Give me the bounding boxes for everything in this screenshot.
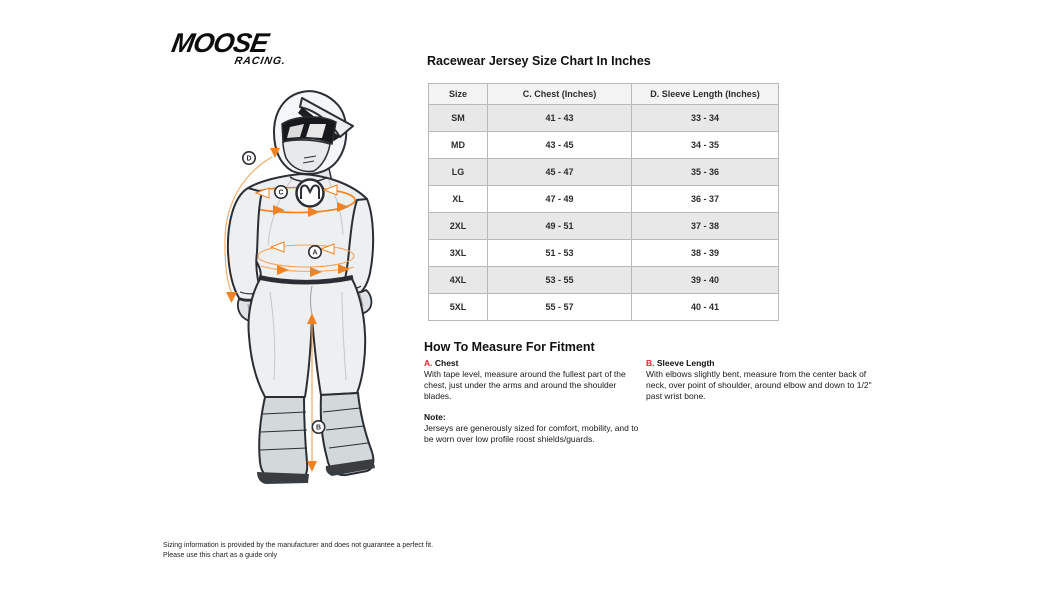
sleeve-arrow-end [226,292,237,303]
marker-d [243,152,255,164]
rider-pants [248,279,365,397]
table-row [429,105,779,132]
marker-c-letter: C [278,189,284,197]
how-to-measure-heading: How To Measure For Fitment [424,340,595,354]
table-row [429,132,779,159]
section-label: Sleeve Length [656,358,715,368]
cell-chest: 51 - 53 [488,240,632,267]
cell-sleeve: 33 - 34 [632,105,779,132]
table-row [429,213,779,240]
marker-a-letter: A [312,249,318,257]
marker-d-letter: D [246,155,252,163]
section-letter: A. [424,358,433,368]
disclaimer-line-2: Please use this chart as a guide only [163,551,278,559]
section-title [646,358,874,368]
cell-size: SM [429,105,488,132]
cell-size: MD [429,132,488,159]
section-body: With tape level, measure around the fullest part of the chest, just under the arms and around the shoulder blades. [424,369,626,401]
cell-sleeve: 35 - 36 [632,159,779,186]
left-boot-sole [257,472,309,484]
brand-logo-moose: MOOSE [169,28,271,58]
table-row [429,267,779,294]
fitment-section-sleeve [646,358,874,402]
table-row [429,294,779,321]
marker-c [275,186,287,198]
disclaimer [163,541,433,560]
cell-chest: 47 - 49 [488,186,632,213]
col-header-chest: C. Chest (Inches) [488,84,632,105]
col-header-sleeve: D. Sleeve Length (Inches) [632,84,779,105]
inseam-arrow-down [307,461,317,472]
section-title [424,358,646,368]
section-label: Chest [434,358,459,368]
cell-chest: 43 - 45 [488,132,632,159]
rider-figure-svg [170,80,430,490]
cell-chest: 45 - 47 [488,159,632,186]
cell-size: LG [429,159,488,186]
cell-chest: 55 - 57 [488,294,632,321]
brand-logo-racing: RACING. [233,55,288,67]
marker-b-letter: B [315,424,322,432]
section-letter: B. [646,358,655,368]
cell-sleeve: 40 - 41 [632,294,779,321]
table-row [429,240,779,267]
table-row [429,186,779,213]
note-body: Jerseys are generously sized for comfort, mobility, and to be worn over low profile roost shields/guards. [424,423,639,444]
cell-sleeve: 39 - 40 [632,267,779,294]
cell-chest: 41 - 43 [488,105,632,132]
cell-size: 2XL [429,213,488,240]
disclaimer-line-1: Sizing information is provided by the manufacturer and does not guarantee a perfect fit. [163,542,434,549]
cell-sleeve: 36 - 37 [632,186,779,213]
size-chart-table [428,83,779,321]
section-body: With elbows slightly bent, measure from the center back of neck, over point of shoulder, around elbow and down to 1/2" past wrist bone. [646,369,872,401]
cell-size: 5XL [429,294,488,321]
col-header-size: Size [429,84,488,105]
table-header-row [429,84,779,105]
size-chart-title: Racewear Jersey Size Chart In Inches [427,54,651,68]
note-title: Note: [424,412,446,422]
left-boot [259,397,307,480]
cell-size: 3XL [429,240,488,267]
table-row [429,159,779,186]
brand-logo [169,28,292,67]
cell-size: 4XL [429,267,488,294]
fitment-section-chest [424,358,646,402]
cell-size: XL [429,186,488,213]
marker-a [309,246,321,258]
note-section [424,412,646,445]
cell-sleeve: 37 - 38 [632,213,779,240]
cell-chest: 49 - 51 [488,213,632,240]
cell-sleeve: 34 - 35 [632,132,779,159]
cell-chest: 53 - 55 [488,267,632,294]
cell-sleeve: 38 - 39 [632,240,779,267]
marker-b [312,421,324,433]
rider-measurement-figure [170,80,430,490]
